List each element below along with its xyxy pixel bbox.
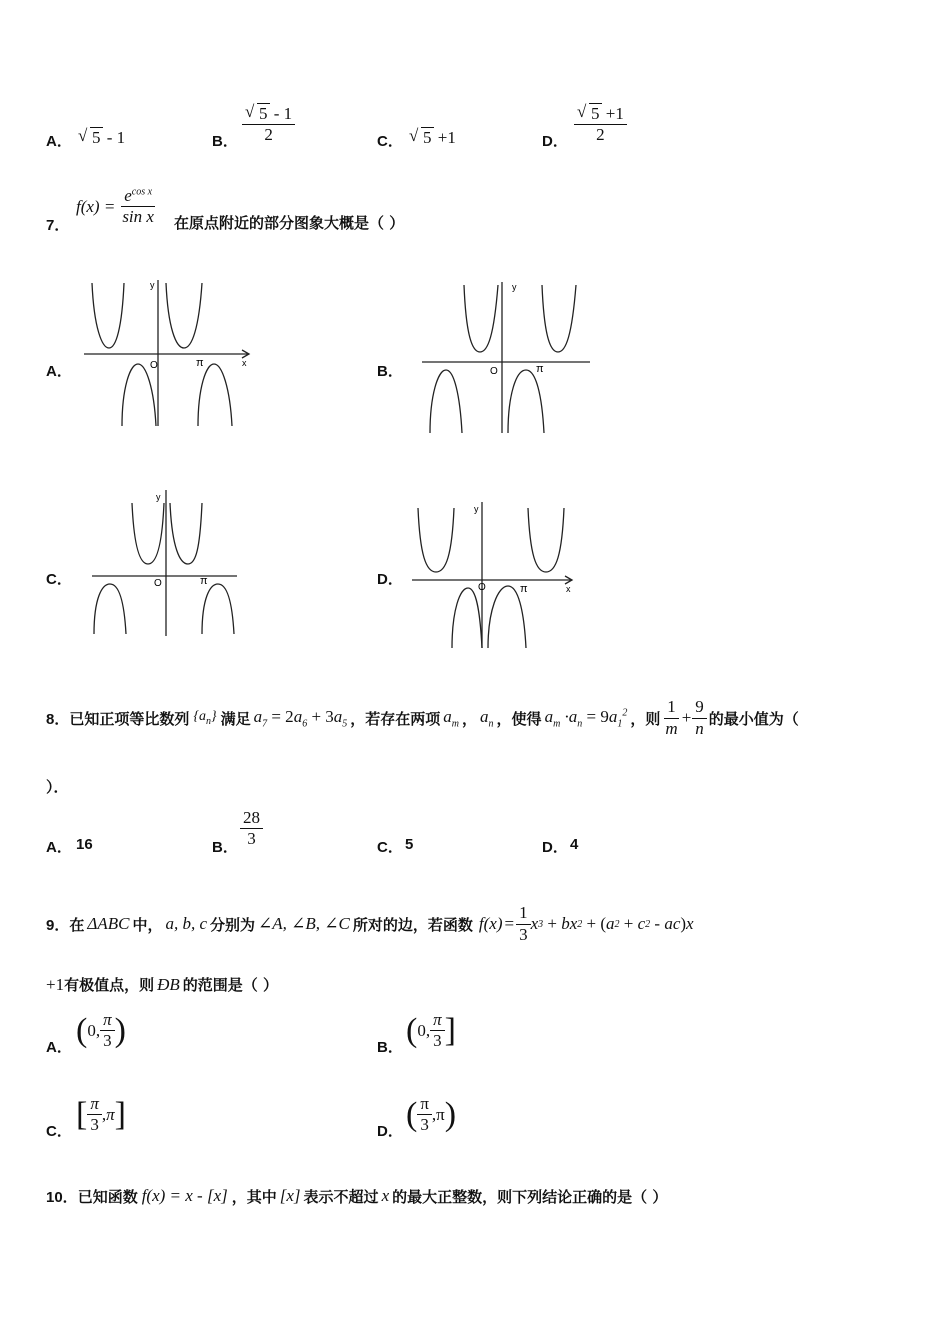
q8-option-d-value: 4: [570, 836, 579, 853]
q9-option-d-value: ( $\frac{\pi}{3}$ ,π ): [406, 1094, 457, 1135]
q9-number: 9．: [46, 916, 70, 934]
q7-function-lhs: f(x) =: [76, 196, 116, 216]
q8-stem-5: ，则: [630, 709, 661, 728]
q9-angles: ∠A, ∠B, ∠C: [258, 914, 350, 933]
q7-graph-c: [92, 488, 242, 638]
q9-line2-prefix: +1: [46, 974, 65, 994]
q8-option-a-label: A．: [46, 839, 72, 856]
q7-option-b-label: B．: [377, 363, 403, 380]
curve-upper-left: [418, 508, 454, 572]
q7-graph-a: [84, 278, 259, 428]
q9-stem-2: 中，: [132, 915, 163, 934]
q9-stem-3: 分别为: [210, 915, 256, 934]
pi-label: π: [536, 363, 544, 375]
q6-option-c-value: √ 5 +1: [409, 128, 456, 148]
q9-option-b-label: B．: [377, 1039, 403, 1056]
pi-label: π: [520, 583, 528, 595]
q8-stem-3: ，若存在两项: [350, 709, 441, 728]
curve-lower-right: [202, 584, 234, 634]
q7-stem: 在原点附近的部分图象大概是（ ）: [174, 214, 405, 232]
curve-upper-right: [542, 285, 576, 352]
q7-function: f(x) = $\frac{e^{cos x}}{\text{sin x}}$: [76, 186, 154, 227]
origin-label: O: [478, 582, 486, 593]
q10-function: f(x) = x - [x]: [141, 1186, 228, 1205]
y-label: y: [156, 492, 161, 502]
q9-function: f(x) = $\frac{1}{3}$ x 3 + bx 2 + ( a 2 + c 2 - ac ) x: [478, 903, 694, 944]
q8-separator: ，: [462, 709, 478, 728]
q9-option-c-value: [ $\frac{\pi}{3}$ , π ]: [76, 1094, 126, 1135]
curve-upper-left: [132, 503, 164, 564]
q6-option-b-label: B．: [212, 133, 238, 150]
q8-stem-1: 已知正项等比数列: [69, 709, 190, 728]
q8-option-b-den: 3: [247, 829, 256, 849]
q10-number: 10．: [46, 1188, 78, 1206]
q9-stem-4: 所对的边，若函数: [352, 915, 473, 934]
q8-option-b-value: [240, 808, 263, 850]
q6-option-b-value: √ $\frac{5 - 1}{2}$: [242, 104, 295, 146]
q8-stem-4: ，使得: [496, 709, 542, 728]
q7-number: 7．: [46, 217, 70, 234]
q8-expression: $\frac{1}{m}$ + $\frac{9}{n}$: [662, 697, 706, 739]
q8-option-c-label: C．: [377, 839, 403, 856]
q8-stem-7: ）．: [46, 778, 69, 796]
origin-label: O: [154, 578, 162, 589]
q10-var: x: [381, 1186, 390, 1205]
x-label: x: [242, 358, 247, 368]
q8-sequence: $\{a_n\}$: [193, 709, 217, 727]
q6-option-d-label: D．: [542, 133, 568, 150]
q9-option-a-value: ( 0, $\frac{\pi}{3}$ ): [76, 1010, 126, 1051]
q8-stem-6: 的最小值为（: [708, 709, 799, 728]
q6-option-d-value: √ $\frac{5 +1}{2}$: [574, 104, 627, 146]
x-label: x: [566, 584, 571, 594]
curve-upper-right: [166, 283, 202, 348]
q10-stem-4: 的最大正整数，则下列结论正确的是（ ）: [392, 1187, 668, 1206]
curve-lower-left: [122, 364, 156, 426]
curve-lower-left: [430, 370, 462, 433]
y-label: y: [150, 280, 155, 290]
q7-option-d-label: D．: [377, 571, 403, 588]
y-label: y: [474, 504, 479, 514]
q8-number: 8．: [46, 710, 70, 728]
q9-stem-line: [46, 894, 694, 954]
y-label: y: [512, 282, 517, 292]
q8-option-d-label: D．: [542, 839, 568, 856]
q10-bracket: [x]: [279, 1186, 301, 1205]
q6-option-a-value: √ 5 - 1: [78, 128, 125, 148]
q10-stem-2: ，其中: [231, 1187, 277, 1206]
q7-option-c-label: C．: [46, 571, 72, 588]
q8-option-c-value: 5: [405, 836, 414, 853]
q8-option-b-num: 28: [240, 808, 263, 829]
q6-option-a-label: A．: [46, 133, 72, 150]
curve-upper-right: [170, 503, 202, 564]
q10-stem-line: [46, 1176, 667, 1216]
q9-option-a-label: A．: [46, 1039, 72, 1056]
q8-option-a-value: 16: [76, 836, 93, 853]
curve-lower-left: [94, 584, 126, 634]
q8-stem-2: 满足: [220, 709, 251, 728]
curve-upper-left: [92, 283, 124, 348]
curve-lower-right: [508, 370, 544, 433]
q8-product: $a_m \cdot a_n = 9a_1^2$: [544, 706, 628, 730]
q9-stem-1: 在: [69, 915, 85, 934]
q9-triangle: ΔABC: [87, 914, 130, 933]
q7-option-a-label: A．: [46, 363, 72, 380]
curve-upper-left: [464, 285, 498, 352]
q9-sides: a, b, c: [165, 914, 208, 933]
origin-label: O: [490, 366, 498, 377]
curve-lower-right: [198, 364, 232, 426]
q9-stem-line-2: [46, 974, 278, 995]
q8-stem-line: [46, 688, 799, 748]
curve-upper-right: [528, 508, 564, 572]
q8-condition: $a_7 = 2a_6 + 3a_5$: [253, 706, 348, 730]
origin-label: O: [150, 360, 158, 371]
q9-line2-mid: 有极值点，则: [64, 976, 155, 994]
q10-stem-3: 表示不超过: [303, 1187, 379, 1206]
q8-term-am: $a_m$: [443, 706, 460, 730]
curve-lower-right: [488, 586, 526, 648]
q9-option-d-label: D．: [377, 1123, 403, 1140]
q7-graph-b: [422, 280, 597, 435]
q10-stem-1: 已知函数: [77, 1187, 138, 1206]
pi-label: π: [196, 357, 204, 369]
q8-term-an: $a_n$: [480, 706, 494, 730]
q8-option-b-label: B．: [212, 839, 238, 856]
q6-option-c-label: C．: [377, 133, 403, 150]
q9-option-b-value: ( 0, $\frac{\pi}{3}$ ]: [406, 1010, 456, 1051]
q9-option-c-label: C．: [46, 1123, 72, 1140]
q7-graph-d: [412, 500, 577, 650]
pi-label: π: [200, 575, 208, 587]
curve-lower-left: [452, 588, 482, 648]
q9-line2-angle: ÐB: [157, 974, 180, 994]
q9-line2-end: 的范围是（ ）: [182, 976, 279, 994]
